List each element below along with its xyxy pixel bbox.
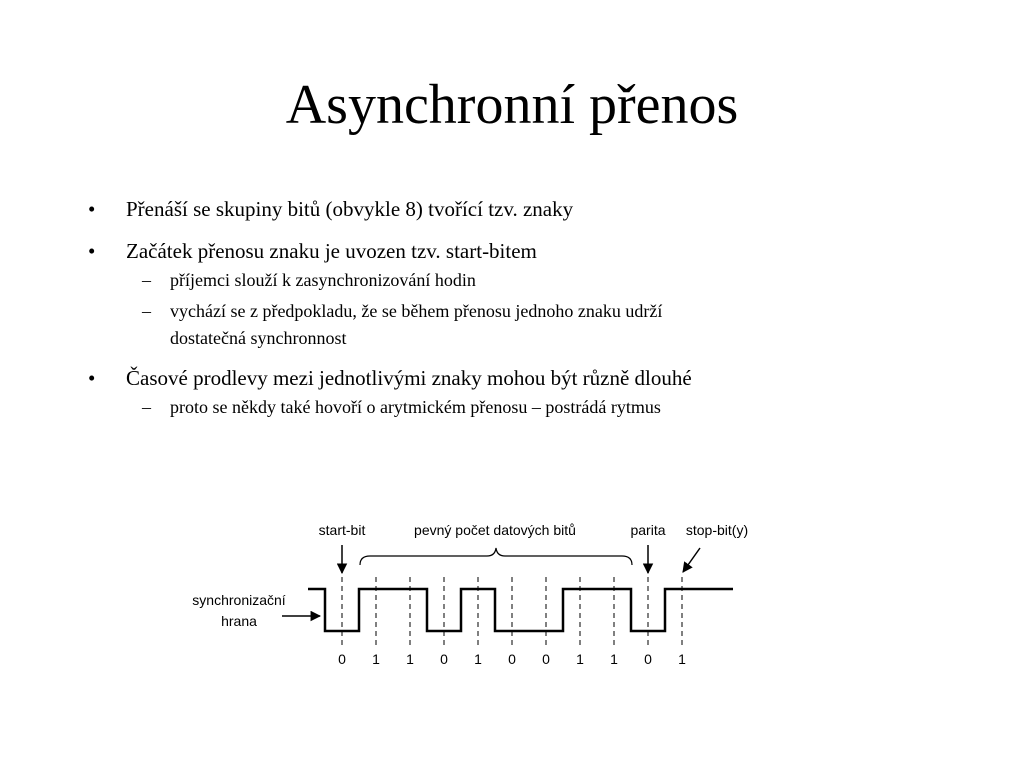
bit-value-label: 1 — [678, 651, 686, 667]
bit-value-label: 0 — [644, 651, 652, 667]
start-bit-label: start-bit — [318, 522, 366, 538]
bullet-marker: • — [88, 366, 96, 390]
bullet-text: Začátek přenosu znaku je uvozen tzv. start-bitem — [126, 239, 537, 263]
signal-waveform — [308, 589, 733, 631]
dash-marker: – — [142, 397, 151, 417]
parity-label: parita — [630, 522, 666, 538]
data-bits-label: pevný počet datových bitů — [414, 522, 576, 538]
bit-values — [338, 651, 686, 667]
bit-value-label: 0 — [338, 651, 346, 667]
bullet-text: Časové prodlevy mezi jednotlivými znaky mohou být různě dlouhé — [126, 366, 692, 390]
data-bits-brace — [360, 548, 632, 565]
bit-value-label: 1 — [576, 651, 584, 667]
bit-value-label: 0 — [508, 651, 516, 667]
sub-bullet-text-line-2: dostatečná synchronnost — [170, 328, 347, 348]
dash-marker: – — [142, 301, 151, 321]
bit-value-label: 1 — [406, 651, 414, 667]
stop-bits-arrow — [683, 548, 700, 572]
bit-value-label: 1 — [610, 651, 618, 667]
sub-bullet-text: příjemci slouží k zasynchronizování hodin — [170, 270, 476, 290]
bullet-text: Přenáší se skupiny bitů (obvykle 8) tvořící tzv. znaky — [126, 197, 574, 221]
bullet-marker: • — [88, 197, 96, 221]
bit-value-label: 0 — [440, 651, 448, 667]
slide-title: Asynchronní přenos — [285, 74, 739, 136]
bit-value-label: 0 — [542, 651, 550, 667]
bit-value-label: 1 — [372, 651, 380, 667]
sub-bullet-text: proto se někdy také hovoří o arytmickém přenosu – postrádá rytmus — [170, 397, 661, 417]
sync-edge-label-line-2: hrana — [221, 613, 257, 629]
bullet-marker: • — [88, 239, 96, 263]
dash-marker: – — [142, 270, 151, 290]
sync-edge-label-line-1: synchronizační — [192, 592, 286, 608]
bit-value-label: 1 — [474, 651, 482, 667]
stop-bits-label: stop-bit(y) — [685, 522, 749, 538]
sub-bullet-text-line-1: vychází se z předpokladu, že se během přenosu jednoho znaku udrží — [170, 301, 663, 321]
